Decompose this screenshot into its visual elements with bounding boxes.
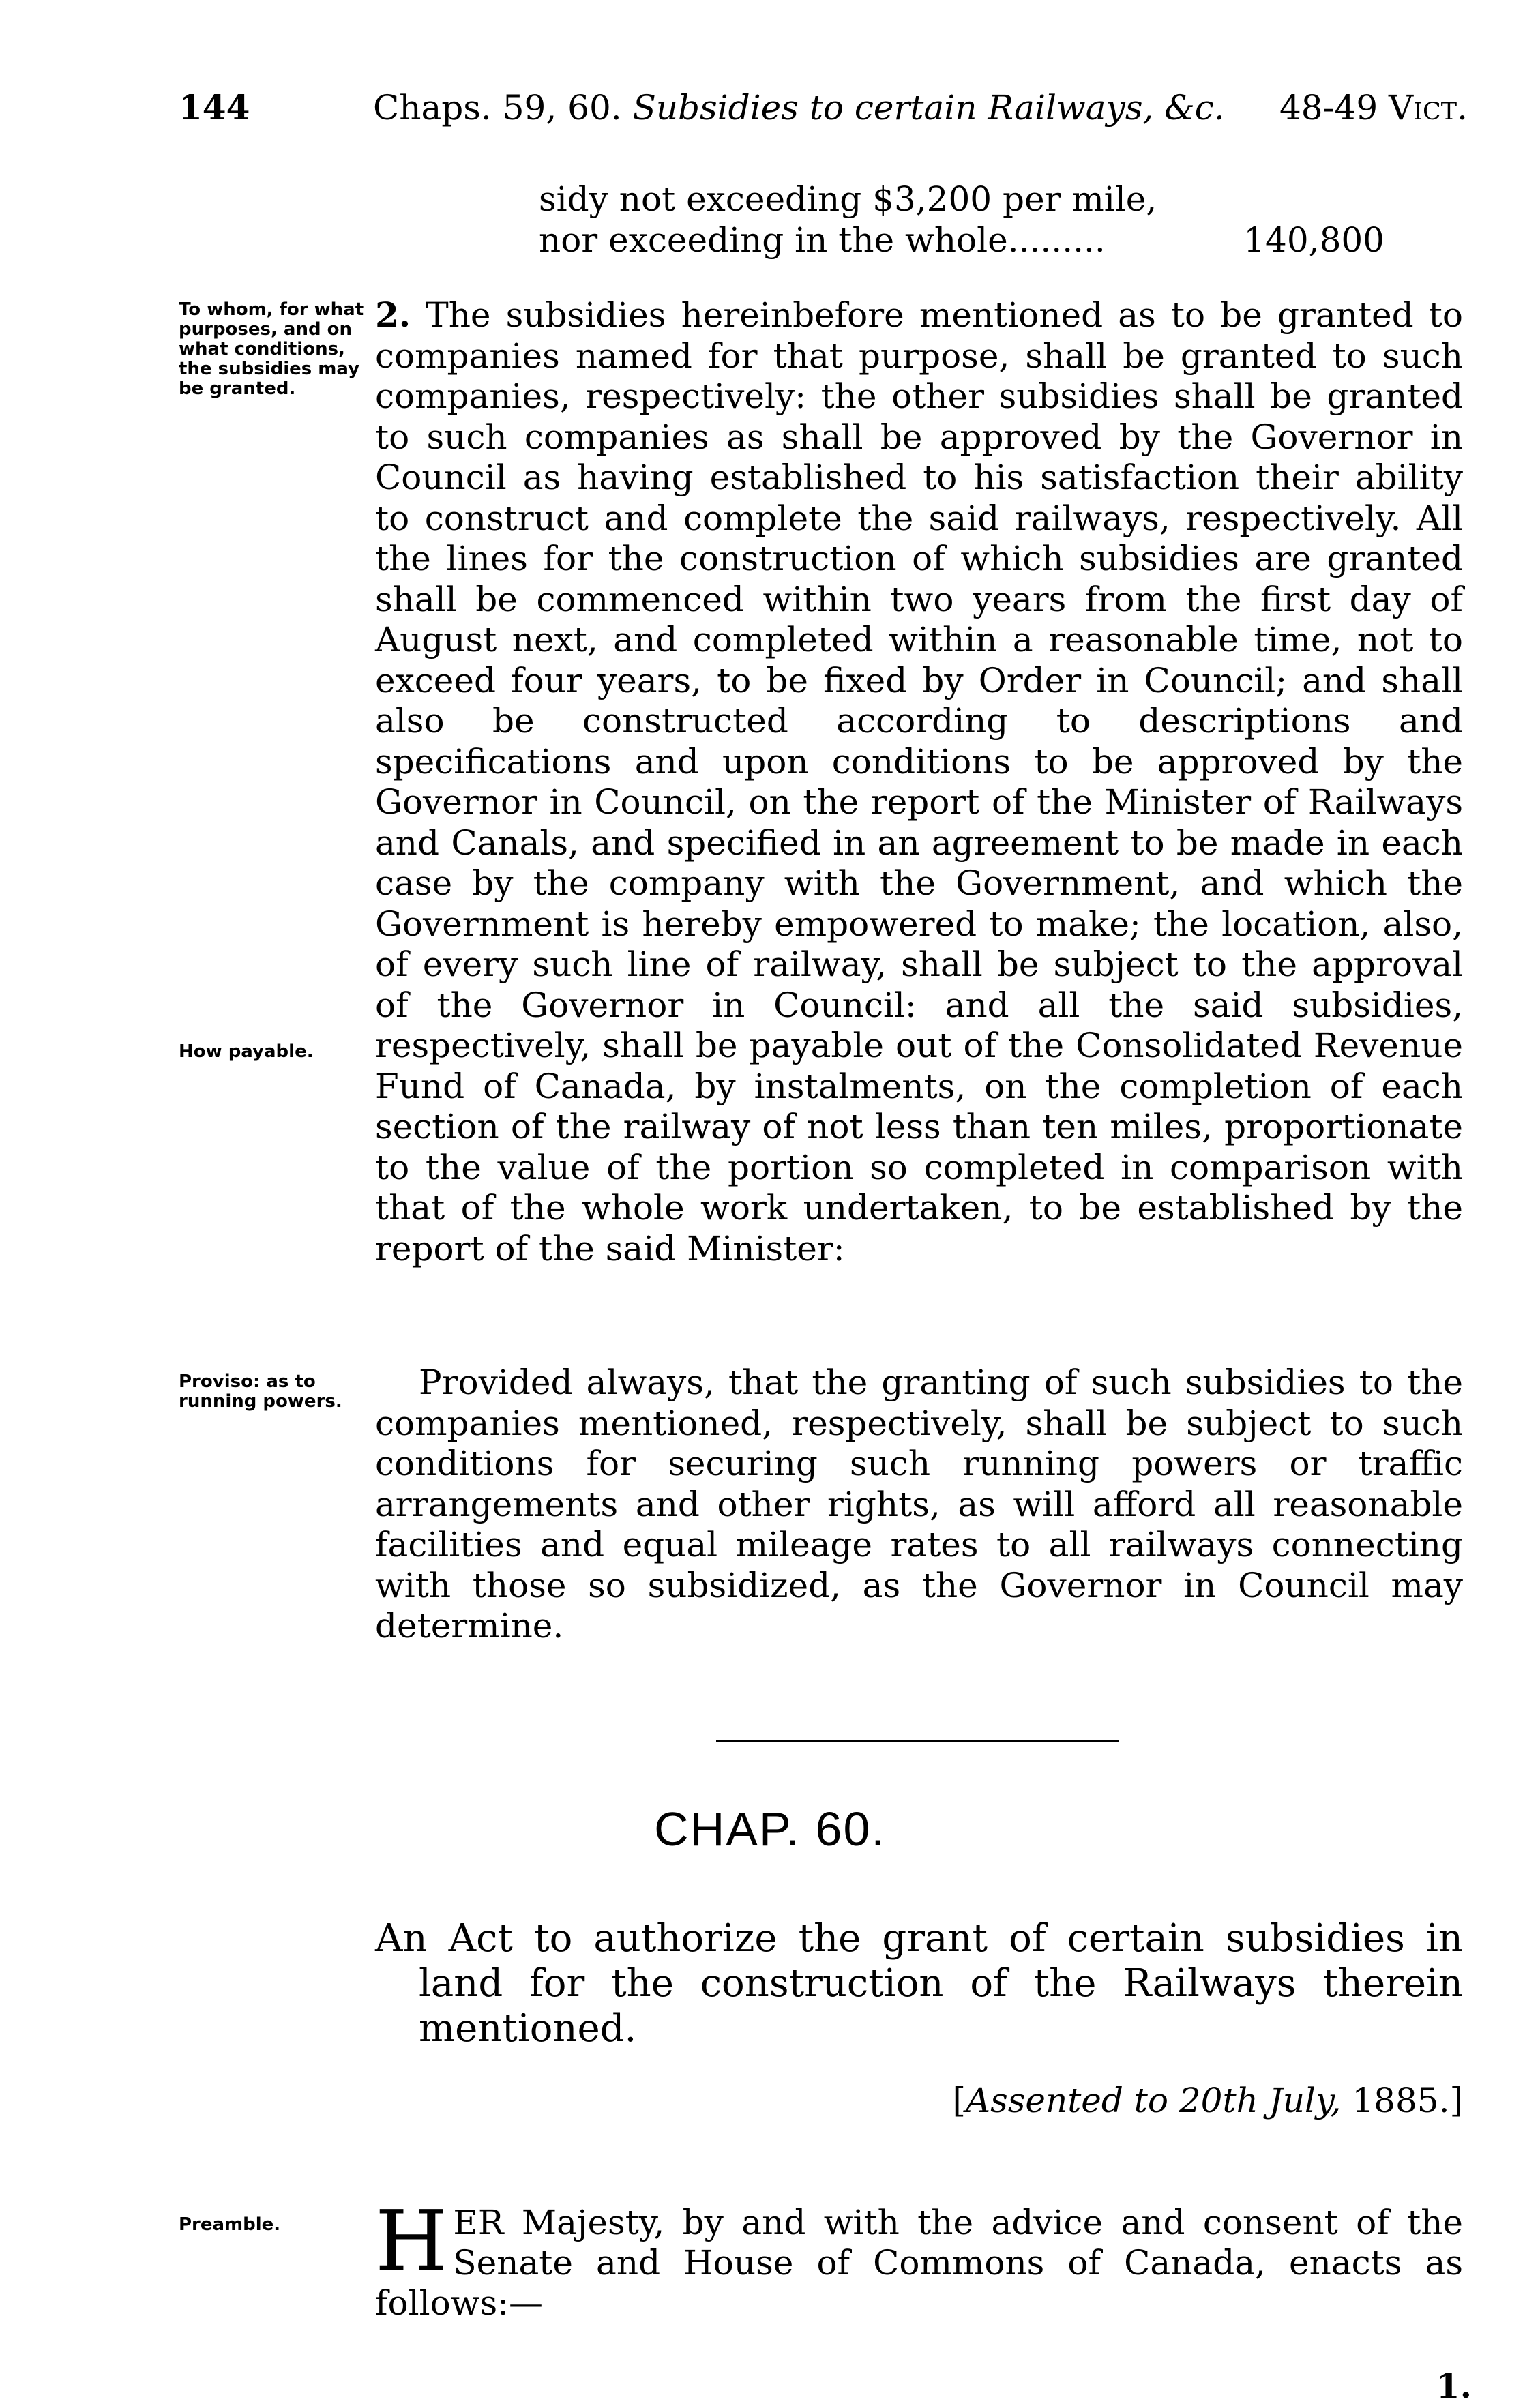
proviso-paragraph: Provided always, that the granting of such subsidies to the companies mentioned, respectively, shall be subject to such conditions for securing such running powers or traffic arrangements and other rights, as will afford all reasonable facilities and equal mileage rates to all railways connecting with those so subsidized, as the Governor in Council may determine. bbox=[375, 1363, 1463, 1646]
margin-note-proviso: Proviso: as to running powers. bbox=[179, 1371, 342, 1412]
section-divider bbox=[716, 1740, 1119, 1742]
continuation-line-2 bbox=[539, 220, 1384, 261]
section-2-payable-text: and all the said subsidies, respectively, shall be payable out of the Consolidated Revenue Fund of Canada, by instalments, on the completion of each section of the railway of not less than ten miles, proportionate to the value of the portion so completed in comparison with that of the whole work undertaken, to be established by the report of the said Minister: bbox=[375, 985, 1463, 1268]
section-2-text: The subsidies hereinbefore mentioned as to be granted to companies named for that purpose, shall be granted to such companies, respectively: the other subsidies shall be granted to such companies as shall be approved by the Governor in Council as having established to his satisfaction their ability to construct and complete the said railways, respectively. All the lines for the construction of which subsidies are granted shall be commenced within two years from the first day of August next, and completed within a reasonable time, not to exceed four years, to be fixed by Order in Council; and shall also be constructed according to descriptions and specifications and upon conditions to be approved by the Governor in Council, on the report of the Minister of Railways and Canals, and specified in an agreement to be made in each case by the company with the Government, and which the Government is hereby empowered to make; the location, also, of every such line of railway, shall be subject to the approval of the Governor in Council: bbox=[375, 295, 1463, 1025]
continuation-line-1: sidy not exceeding $3,200 per mile, bbox=[539, 179, 1157, 219]
assent-date: [Assented to 20th July, 1885.] bbox=[952, 2081, 1463, 2120]
margin-note-to-whom: To whom, for what purposes, and on what conditions, the subsidies may be granted. bbox=[179, 299, 364, 399]
act-title: An Act to authorize the grant of certain subsidies in land for the construction of the Railways therein mentioned. bbox=[375, 1916, 1463, 2051]
chapter-reference: Chaps. 59, 60. bbox=[373, 88, 622, 128]
drop-cap: H bbox=[375, 2193, 448, 2289]
continuation-amount: 140,800 bbox=[1243, 220, 1384, 260]
preamble-text: ER Majesty, by and with the advice and consent of the Senate and House of Commons of Canada, enacts as follows:— bbox=[375, 2203, 1463, 2323]
margin-note-how-payable: How payable. bbox=[179, 1041, 314, 1062]
section-2-paragraph bbox=[375, 295, 1463, 1269]
continuation-text: nor exceeding in the whole......... bbox=[539, 220, 1106, 260]
page-number: 144 bbox=[179, 87, 250, 128]
chapter-heading: CHAP. 60. bbox=[654, 1802, 886, 1856]
assent-prefix: Assented to 20th July, bbox=[965, 2081, 1342, 2120]
preamble-paragraph bbox=[375, 2193, 1463, 2323]
section-number: 2. bbox=[375, 295, 411, 335]
session-label: 48-49 Vict. bbox=[1279, 88, 1468, 128]
running-title bbox=[373, 87, 1225, 128]
margin-note-preamble: Preamble. bbox=[179, 2214, 281, 2235]
catchword: 1. bbox=[1436, 2366, 1472, 2406]
assent-year: 1885. bbox=[1352, 2081, 1450, 2120]
running-title-text: Subsidies to certain Railways, &c. bbox=[632, 88, 1225, 128]
